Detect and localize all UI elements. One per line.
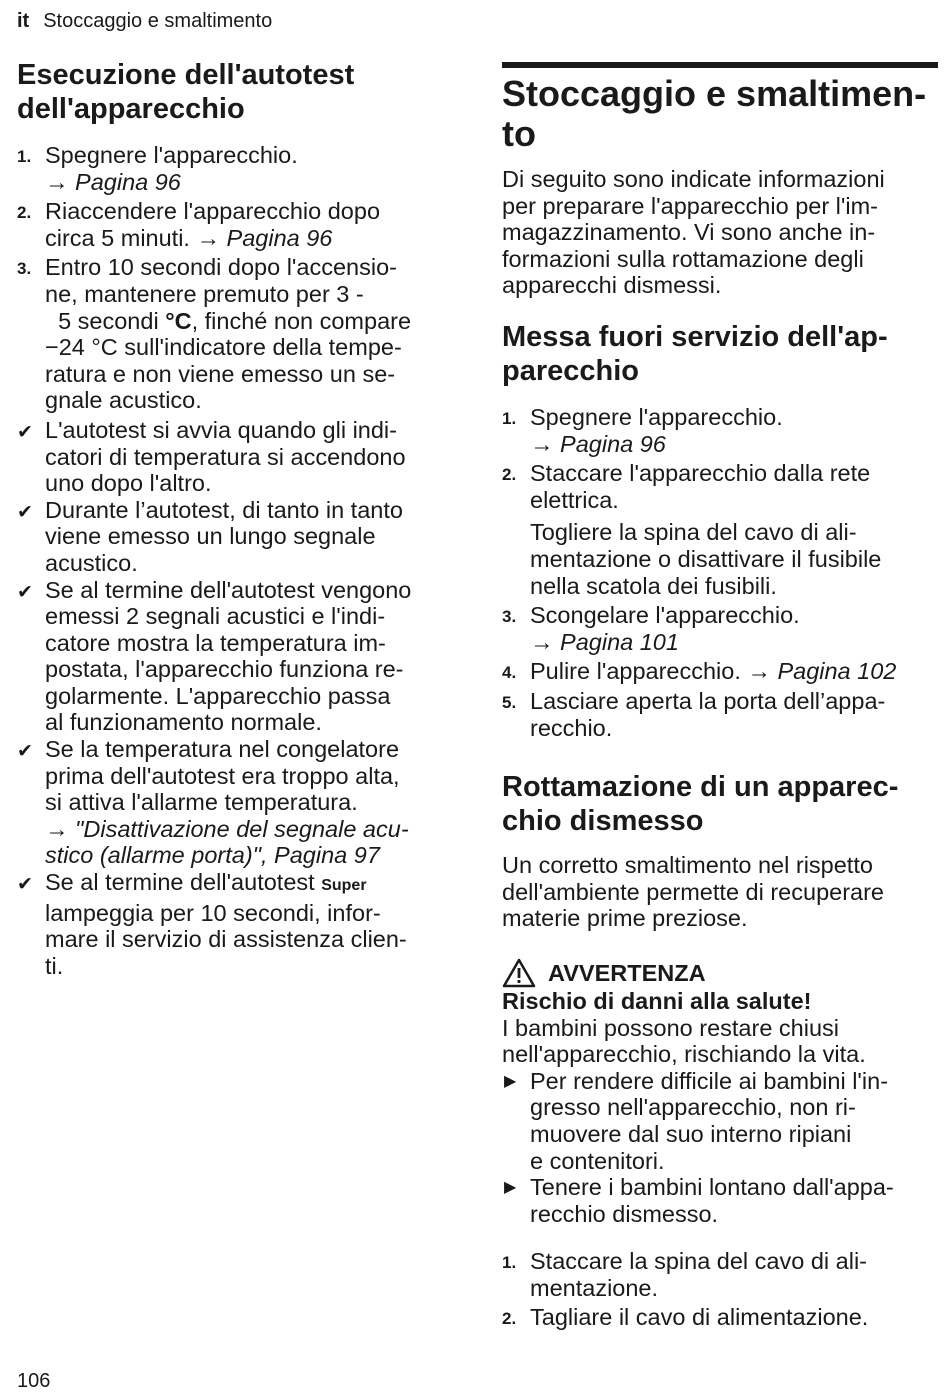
arrow-right-icon: → xyxy=(45,815,76,842)
warning-box xyxy=(502,958,942,1227)
step-2: 2. Tagliare il cavo di alimentazione. xyxy=(502,1304,869,1331)
warning-label: AVVERTENZA xyxy=(548,960,706,986)
step-note: Togliere la spina del cavo di ali- mentazione o disattivare il fusibile nella scatola dei fusibili. xyxy=(530,519,882,599)
decommission-steps xyxy=(502,404,942,741)
arrow-right-icon: → xyxy=(747,658,778,685)
result-5: ✔ Se al termine dell'autotest Super lampeggia per 10 secondi, infor- mare il servizio di assistenza clien- ti. xyxy=(17,869,407,979)
step-2: 2. Staccare l'apparecchio dalla rete elettrica. Togliere la spina del cavo di ali- mentazione o disattivare il fusibile nella scatola dei fusibili. xyxy=(502,460,942,599)
step-4: 4. Pulire l'apparecchio. → Pagina 102 xyxy=(502,658,897,685)
result-2: ✔ Durante l’autotest, di tanto in tanto viene emesso un lungo segnale acustico. xyxy=(17,496,403,576)
decommission-heading: Messa fuori servizio dell'ap- parecchio xyxy=(502,321,888,387)
super-key-label: Super xyxy=(321,877,367,895)
triangle-bullet-icon: ▶ xyxy=(504,1179,517,1197)
section-rule xyxy=(502,62,938,68)
result-1: ✔ L'autotest si avvia quando gli indi- catori di temperatura si accendono uno dopo l'altro. xyxy=(17,416,406,497)
check-icon: ✔ xyxy=(17,874,33,896)
page-link[interactable]: "Disattivazione del segnale acu- xyxy=(75,815,409,842)
arrow-right-icon: → xyxy=(530,628,561,655)
celsius-key-label: °C xyxy=(165,307,192,334)
check-icon: ✔ xyxy=(17,501,33,523)
step-3: 3. Scongelare l'apparecchio. → Pagina 101 xyxy=(502,602,800,655)
result-3: ✔ Se al termine dell'autotest vengono emessi 2 segnali acustici e l'indi- catore mostra la temperatura im- postata, l'apparecchio funziona re- golarmente. L'apparecchio passa al funzionamento normale. xyxy=(17,576,412,736)
storage-intro: Di seguito sono indicate informazioni per preparare l'apparecchio per l'im- magazzinamento. Vi sono anche in- formazioni sulla rottamazione degli apparecchi dismessi. xyxy=(502,166,885,299)
arrow-right-icon: → xyxy=(530,430,561,457)
warning-bullet: ▶ Per rendere difficile ai bambini l'in- gresso nell'apparecchio, non ri- muovere dal suo interno ripiani e contenitori. xyxy=(504,1067,889,1174)
check-icon: ✔ xyxy=(17,741,33,763)
step-1: 1. Spegnere l'apparecchio. → Pagina 96 xyxy=(17,142,298,195)
step-2: 2. Riaccendere l'apparecchio dopo circa 5 minuti. → Pagina 96 xyxy=(17,198,381,251)
selftest-heading: Esecuzione dell'autotest dell'apparecchio xyxy=(17,59,355,125)
step-1: 1. Spegnere l'apparecchio. → Pagina 96 xyxy=(502,404,783,457)
arrow-right-icon: → xyxy=(45,168,76,195)
check-icon: ✔ xyxy=(17,421,33,443)
page-link[interactable]: Pagina 101 xyxy=(560,628,679,655)
warning-text: I bambini possono restare chiusi nell'apparecchio, rischiando la vita. xyxy=(502,1014,866,1068)
check-icon: ✔ xyxy=(17,581,33,603)
arrow-right-icon: → xyxy=(196,224,227,251)
disposal-heading: Rottamazione di un apparec- chio dismesso xyxy=(502,771,899,837)
step-5: 5. Lasciare aperta la porta dell’appa- recchio. xyxy=(502,687,886,741)
page-link[interactable]: Pagina 96 xyxy=(226,224,333,251)
warning-triangle-icon xyxy=(502,958,536,988)
page-link[interactable]: Pagina 102 xyxy=(777,658,897,685)
selftest-steps xyxy=(17,142,457,979)
running-header xyxy=(17,8,272,34)
section-title: Stoccaggio e smaltimento xyxy=(43,10,273,32)
page-link[interactable]: stico (allarme porta)", Pagina 97 xyxy=(45,842,380,869)
storage-heading: Stoccaggio e smaltimen- to xyxy=(502,73,927,154)
page-link[interactable]: Pagina 96 xyxy=(560,430,666,457)
warning-bullet: ▶ Tenere i bambini lontano dall'appa- recchio dismesso. xyxy=(504,1174,894,1227)
page-number: 106 xyxy=(17,1370,51,1392)
triangle-bullet-icon: ▶ xyxy=(504,1072,517,1090)
disposal-steps xyxy=(502,1248,942,1331)
warning-subtitle: Rischio di danni alla salute! xyxy=(502,988,812,1014)
language-code: it xyxy=(17,10,30,32)
page-link[interactable]: Pagina 96 xyxy=(75,168,181,195)
result-4: ✔ Se la temperatura nel congelatore prima dell'autotest era troppo alta, si attiva l'allarme temperatura. → "Disattivazione del segnale acu- stico (allarme porta)", Pagina 97 xyxy=(17,736,457,869)
step-1: 1. Staccare la spina del cavo di ali- mentazione. xyxy=(502,1248,868,1301)
disposal-intro: Un corretto smaltimento nel rispetto dell'ambiente permette di recuperare materie prime preziose. xyxy=(502,852,885,932)
step-3: 3. Entro 10 secondi dopo l'accensio- ne, mantenere premuto per 3 - 5 secondi °C, finché non compare −24 °C sull'indicatore della tempe- ratura e non viene emesso un se- gnale acustico. xyxy=(17,254,412,414)
